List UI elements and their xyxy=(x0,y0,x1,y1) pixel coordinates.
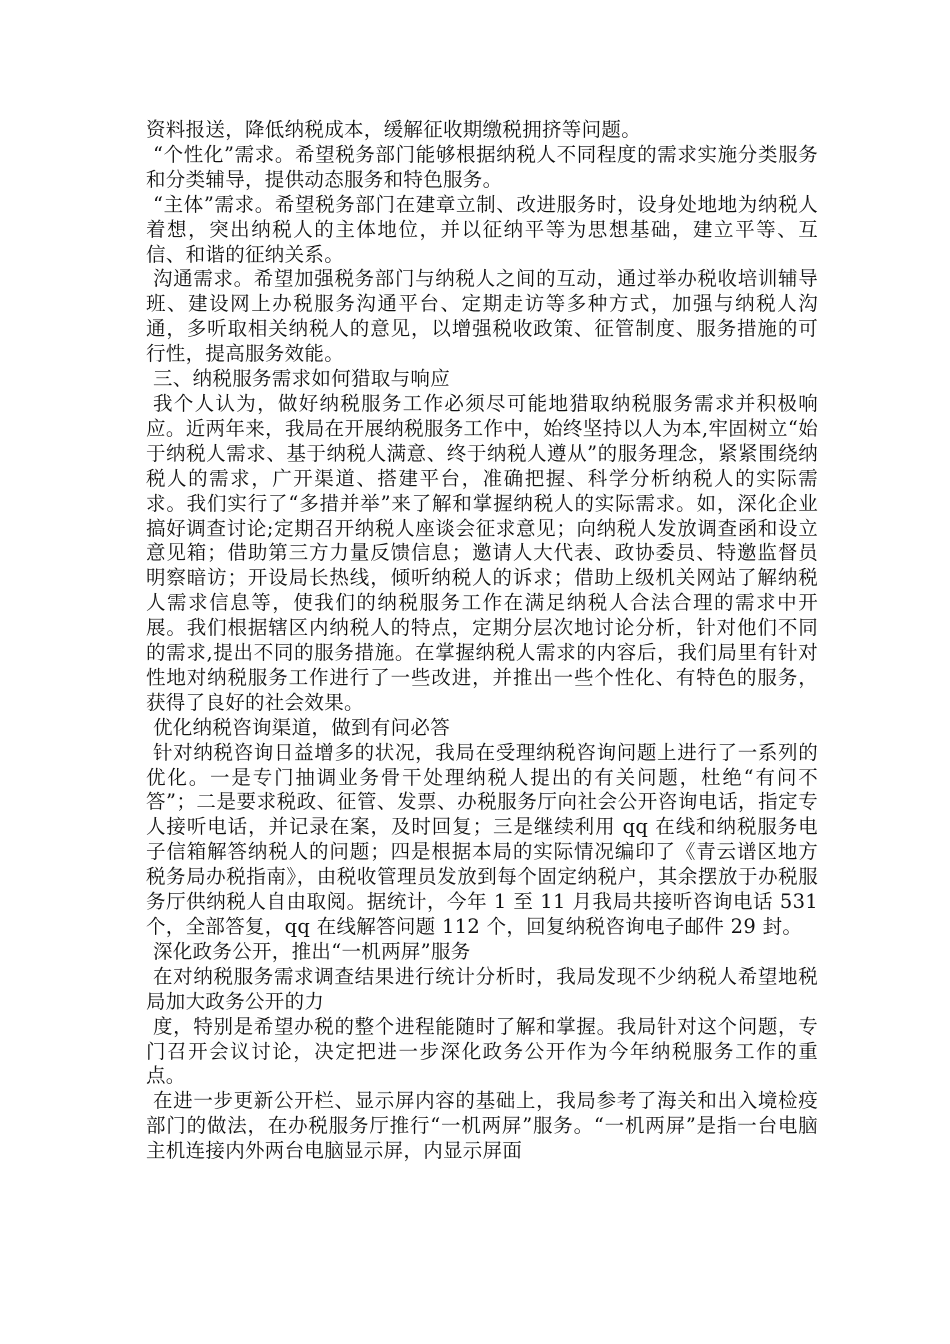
subheading-consultation: 优化纳税咨询渠道，做到有问必答 xyxy=(153,715,451,739)
paragraph-subject-demand: “主体”需求。希望税务部门在建章立制、改进服务时，设身处地地为纳税人着想，突出纳税人的主体地位，并以征纳平等为思想基础，建立平等、互信、和谐的征纳关系。 xyxy=(146,192,818,266)
subheading-transparency: 深化政务公开，推出“一机两屏”服务 xyxy=(153,939,471,963)
paragraph-consultation: 针对纳税咨询日益增多的状况，我局在受理纳税咨询问题上进行了一系列的优化。一是专门抽调业务骨干处理纳税人提出的有关问题，杜绝“有问不答”；二是要求税政、征管、发票、办税服务厅向社会公开咨询电话，指定专人接听电话，并记录在案，及时回复；三是继续利用 qq 在线和纳税服务电子信箱解答纳税人的问题；四是根据本局的实际情况编印了《青云谱区地方税务局办税指南》，由税收管理员发放到每个固定纳税户，其余摆放于办税服务厅供纳税人自由取阅。据统计，今年 1 至 11 月我局共接听咨询电话 531 个，全部答复，qq 在线解答问题 112 个，回复纳税咨询电子邮件 29 封。 xyxy=(146,740,818,938)
paragraph-two-screens: 在进一步更新公开栏、显示屏内容的基础上，我局参考了海关和出入境检疫部门的做法，在办税服务厅推行“一机两屏”服务。“一机两屏”是指一台电脑主机连接内外两台电脑显示屏，内显示屏面 xyxy=(146,1089,818,1163)
paragraph-communication-demand: 沟通需求。希望加强税务部门与纳税人之间的互动，通过举办税收培训辅导班、建设网上办税服务沟通平台、定期走访等多种方式，加强与纳税人沟通，多听取相关纳税人的意见，以增强税收政策、征管制度、服务措施的可行性，提高服务效能。 xyxy=(146,267,818,366)
section-heading-3: 三、纳税服务需求如何猎取与响应 xyxy=(153,367,451,391)
paragraph-1: 资料报送，降低纳税成本，缓解征收期缴税拥挤等问题。 xyxy=(146,118,642,141)
paragraph-personalized-demand: “个性化”需求。希望税务部门能够根据纳税人不同程度的需求实施分类服务和分类辅导，提供动态服务和特色服务。 xyxy=(146,142,818,191)
paragraph-personal-view: 我个人认为，做好纳税服务工作必须尽可能地猎取纳税服务需求并积极响应。近两年来，我局在开展纳税服务工作中，始终坚持以人为本,牢固树立“始于纳税人需求、基于纳税人满意、终于纳税人遵从”的服务理念，紧紧围绕纳税人的需求，广开渠道、搭建平台，准确把握、科学分析纳税人的实际需求。我们实行了“多措并举”来了解和掌握纳税人的实际需求。如，深化企业搞好调查讨论;定期召开纳税人座谈会征求意见；向纳税人发放调查函和设立意见箱；借助第三方力量反馈信息；邀请人大代表、政协委员、特邀监督员明察暗访；开设局长热线，倾听纳税人的诉求；借助上级机关网站了解纳税人需求信息等，使我们的纳税服务工作在满足纳税人合法合理的需求中开展。我们根据辖区内纳税人的特点，定期分层次地讨论分析，针对他们不同的需求,提出不同的服务措施。在掌握纳税人需求的内容后，我们局里有针对性地对纳税服务工作进行了一些改进，并推出一些个性化、有特色的服务，获得了良好的社会效果。 xyxy=(146,391,818,714)
document-page xyxy=(146,118,818,1164)
paragraph-degree: 度，特别是希望办税的整个进程能随时了解和掌握。我局针对这个问题，专门召开会议讨论，决定把进一步深化政务公开作为今年纳税服务工作的重点。 xyxy=(146,1014,818,1088)
paragraph-survey-analysis: 在对纳税服务需求调查结果进行统计分析时，我局发现不少纳税人希望地税局加大政务公开的力 xyxy=(146,964,818,1013)
